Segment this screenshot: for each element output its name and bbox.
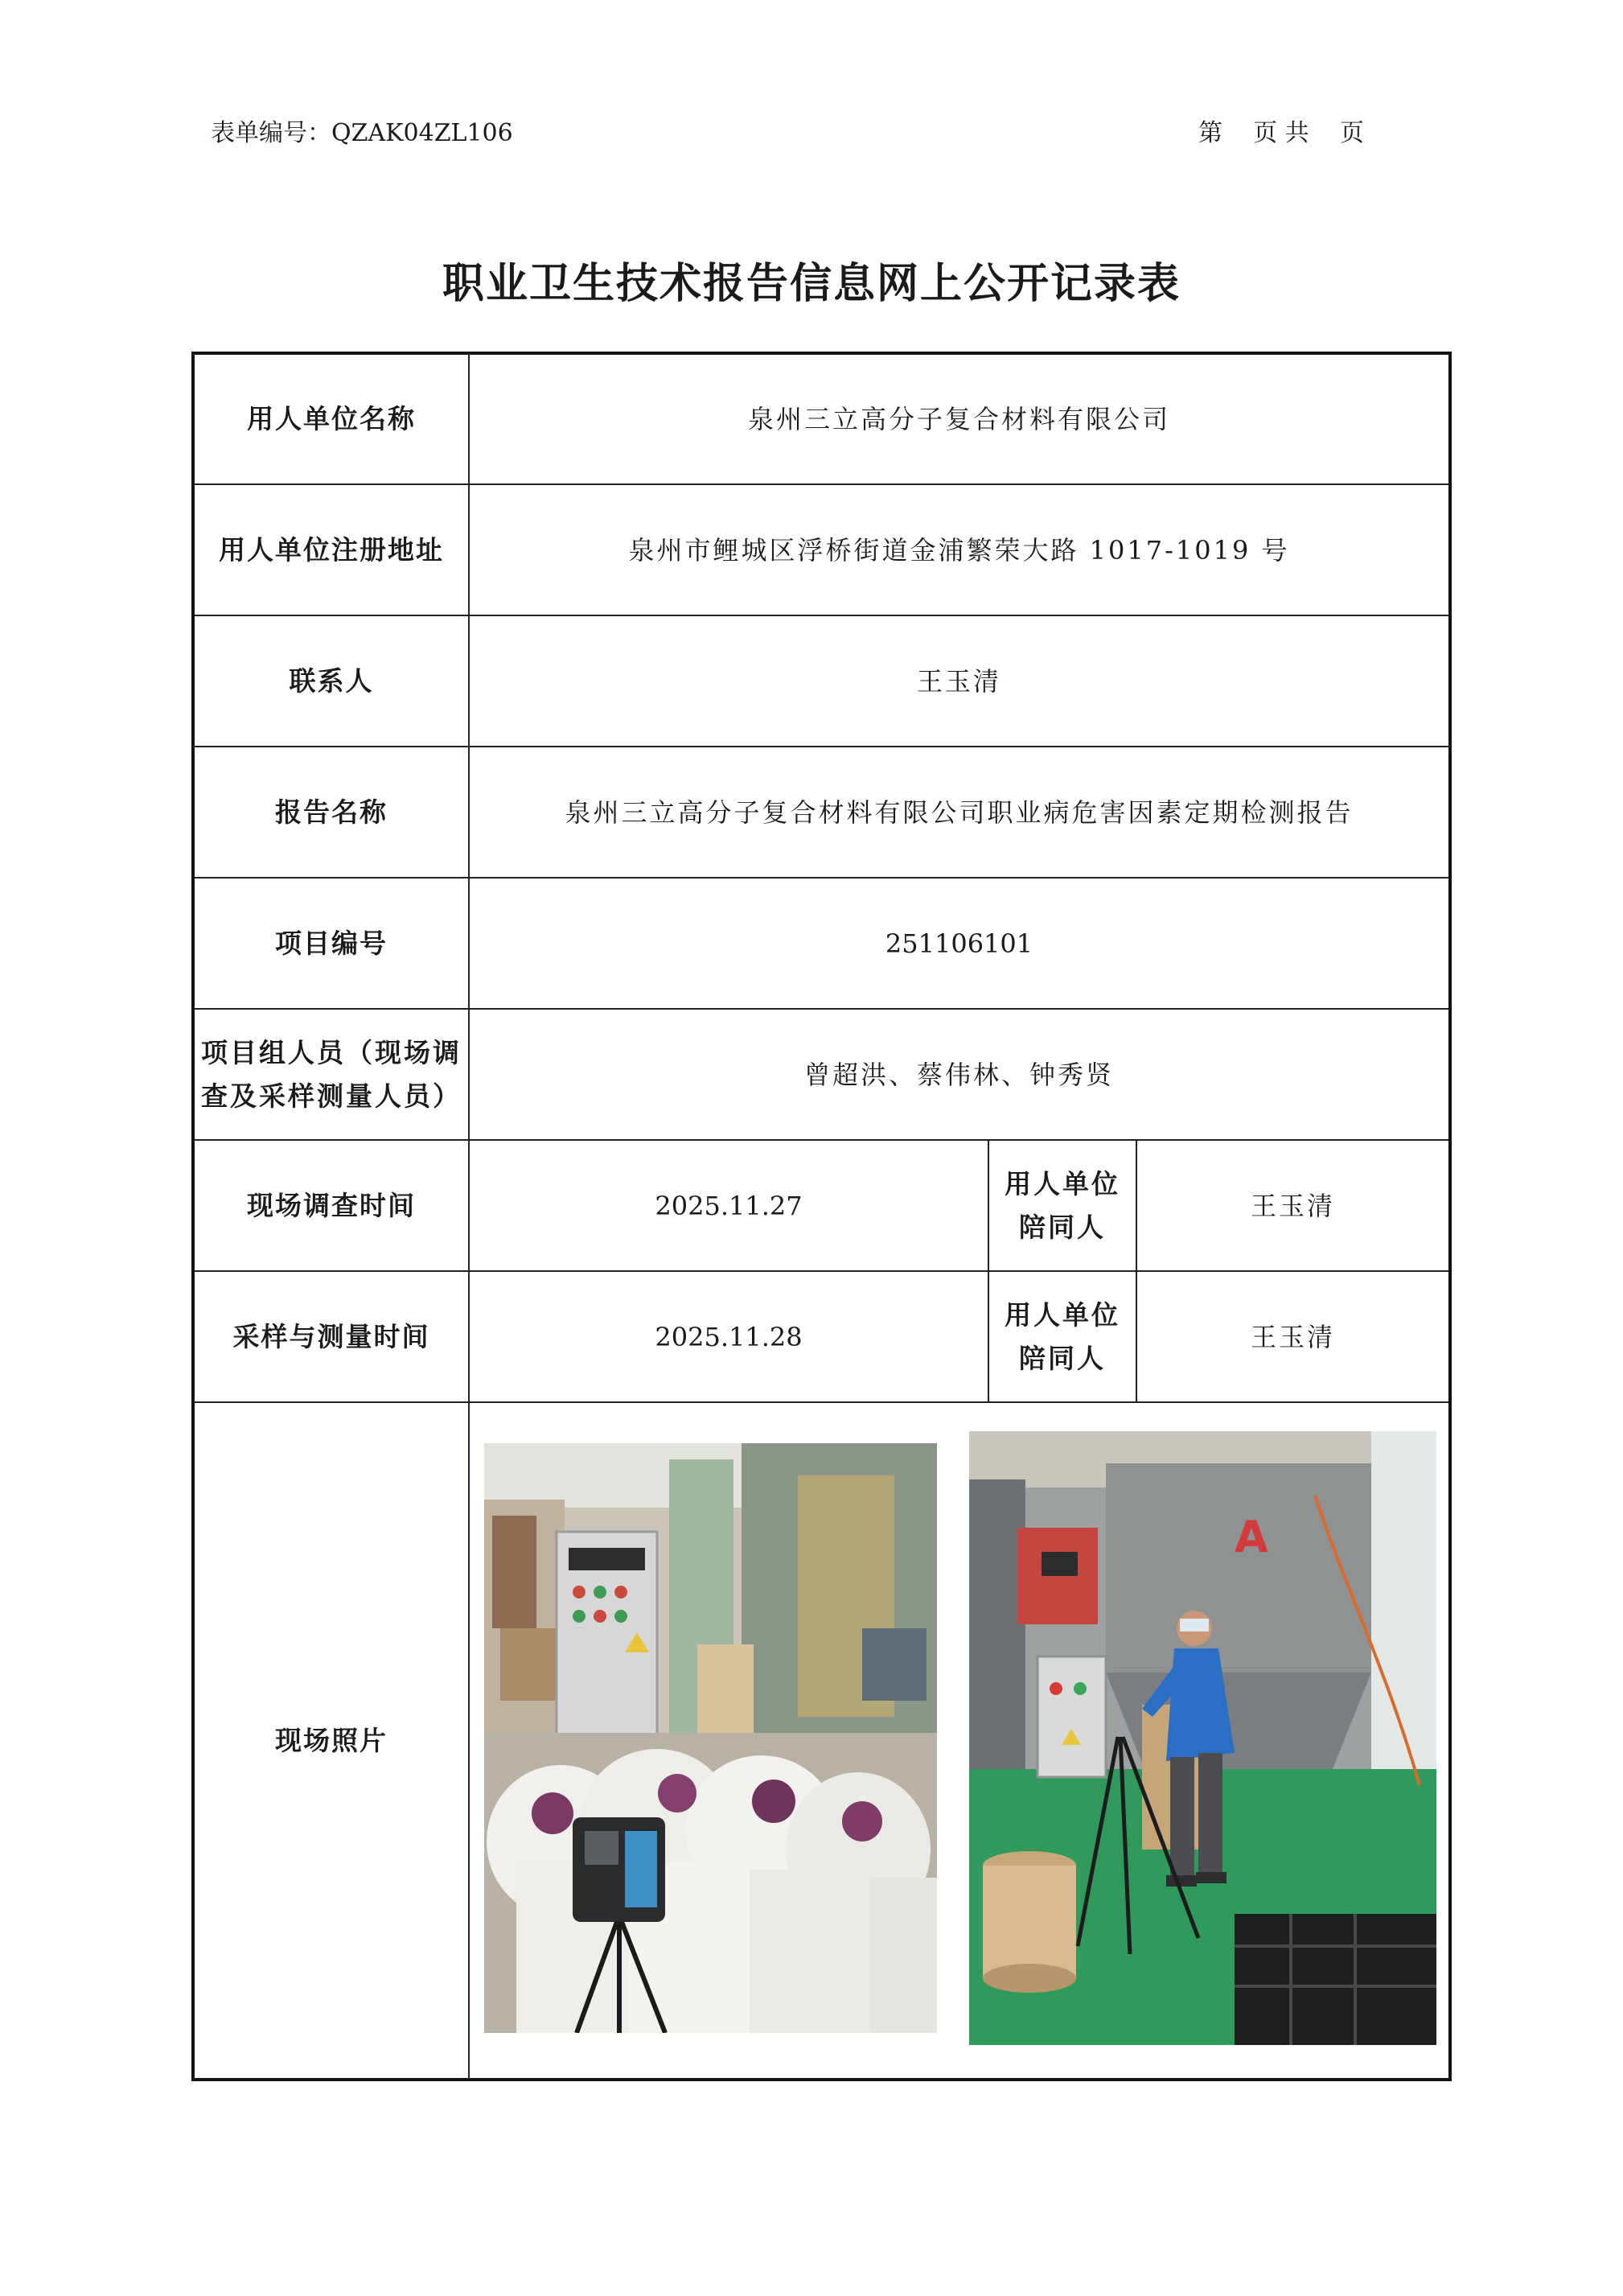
site-photo-worker-at-mixer [969, 1431, 1436, 2045]
team-label [193, 1009, 469, 1140]
survey-accompany-label [988, 1140, 1136, 1271]
row-team [193, 1009, 1450, 1140]
form-number: 表单编号：QZAK04ZL106 [211, 119, 513, 147]
survey-accompany-line1: 用人单位 [1005, 1167, 1120, 1199]
row-project-no [193, 878, 1450, 1009]
row-report-name [193, 747, 1450, 878]
employer-address-value: 泉州市鲤城区浮桥街道金浦繁荣大路 1017-1019 号 [469, 484, 1450, 615]
photo-area [470, 1403, 1448, 2078]
sampling-accompany-line2: 陪同人 [1019, 1342, 1106, 1374]
site-photo-2-illustration [969, 1431, 1436, 2045]
project-no-label: 项目编号 [193, 878, 469, 1009]
survey-label: 现场调查时间 [193, 1140, 469, 1271]
row-employer-address [193, 484, 1450, 615]
row-survey [193, 1140, 1450, 1271]
sampling-label: 采样与测量时间 [193, 1271, 469, 1402]
team-value: 曾超洪、蔡伟林、钟秀贤 [469, 1009, 1450, 1140]
employer-name-label: 用人单位名称 [193, 353, 469, 484]
survey-date: 2025.11.27 [469, 1140, 988, 1271]
team-label-line1: 项目组人员（现场调 [201, 1036, 462, 1068]
contact-label: 联系人 [193, 615, 469, 747]
photos-label: 现场照片 [193, 1402, 469, 2080]
sampling-accompany-value: 王玉清 [1136, 1271, 1450, 1402]
report-name-label: 报告名称 [193, 747, 469, 878]
row-employer-name [193, 353, 1450, 484]
report-name-value: 泉州三立高分子复合材料有限公司职业病危害因素定期检测报告 [469, 747, 1450, 878]
contact-value: 王玉清 [469, 615, 1450, 747]
site-photo-sampling-instrument [484, 1443, 937, 2033]
page-info: 第 页 共 页 [1198, 119, 1364, 147]
record-table [191, 352, 1452, 2081]
survey-accompany-line2: 陪同人 [1019, 1211, 1106, 1243]
employer-address-label: 用人单位注册地址 [193, 484, 469, 615]
page-title: 职业卫生技术报告信息网上公开记录表 [442, 260, 1181, 308]
row-photos [193, 1402, 1450, 2080]
mixer-mark-label: A [1235, 1512, 1268, 1562]
sampling-accompany-line1: 用人单位 [1005, 1298, 1120, 1331]
site-photo-1-illustration [484, 1443, 937, 2033]
sampling-date: 2025.11.28 [469, 1271, 988, 1402]
sampling-accompany-label [988, 1271, 1136, 1402]
team-label-line2: 查及采样测量人员） [201, 1080, 462, 1112]
row-contact [193, 615, 1450, 747]
row-sampling [193, 1271, 1450, 1402]
survey-accompany-value: 王玉清 [1136, 1140, 1450, 1271]
photos-cell [469, 1402, 1450, 2080]
employer-name-value: 泉州三立高分子复合材料有限公司 [469, 353, 1450, 484]
project-no-value: 251106101 [469, 878, 1450, 1009]
